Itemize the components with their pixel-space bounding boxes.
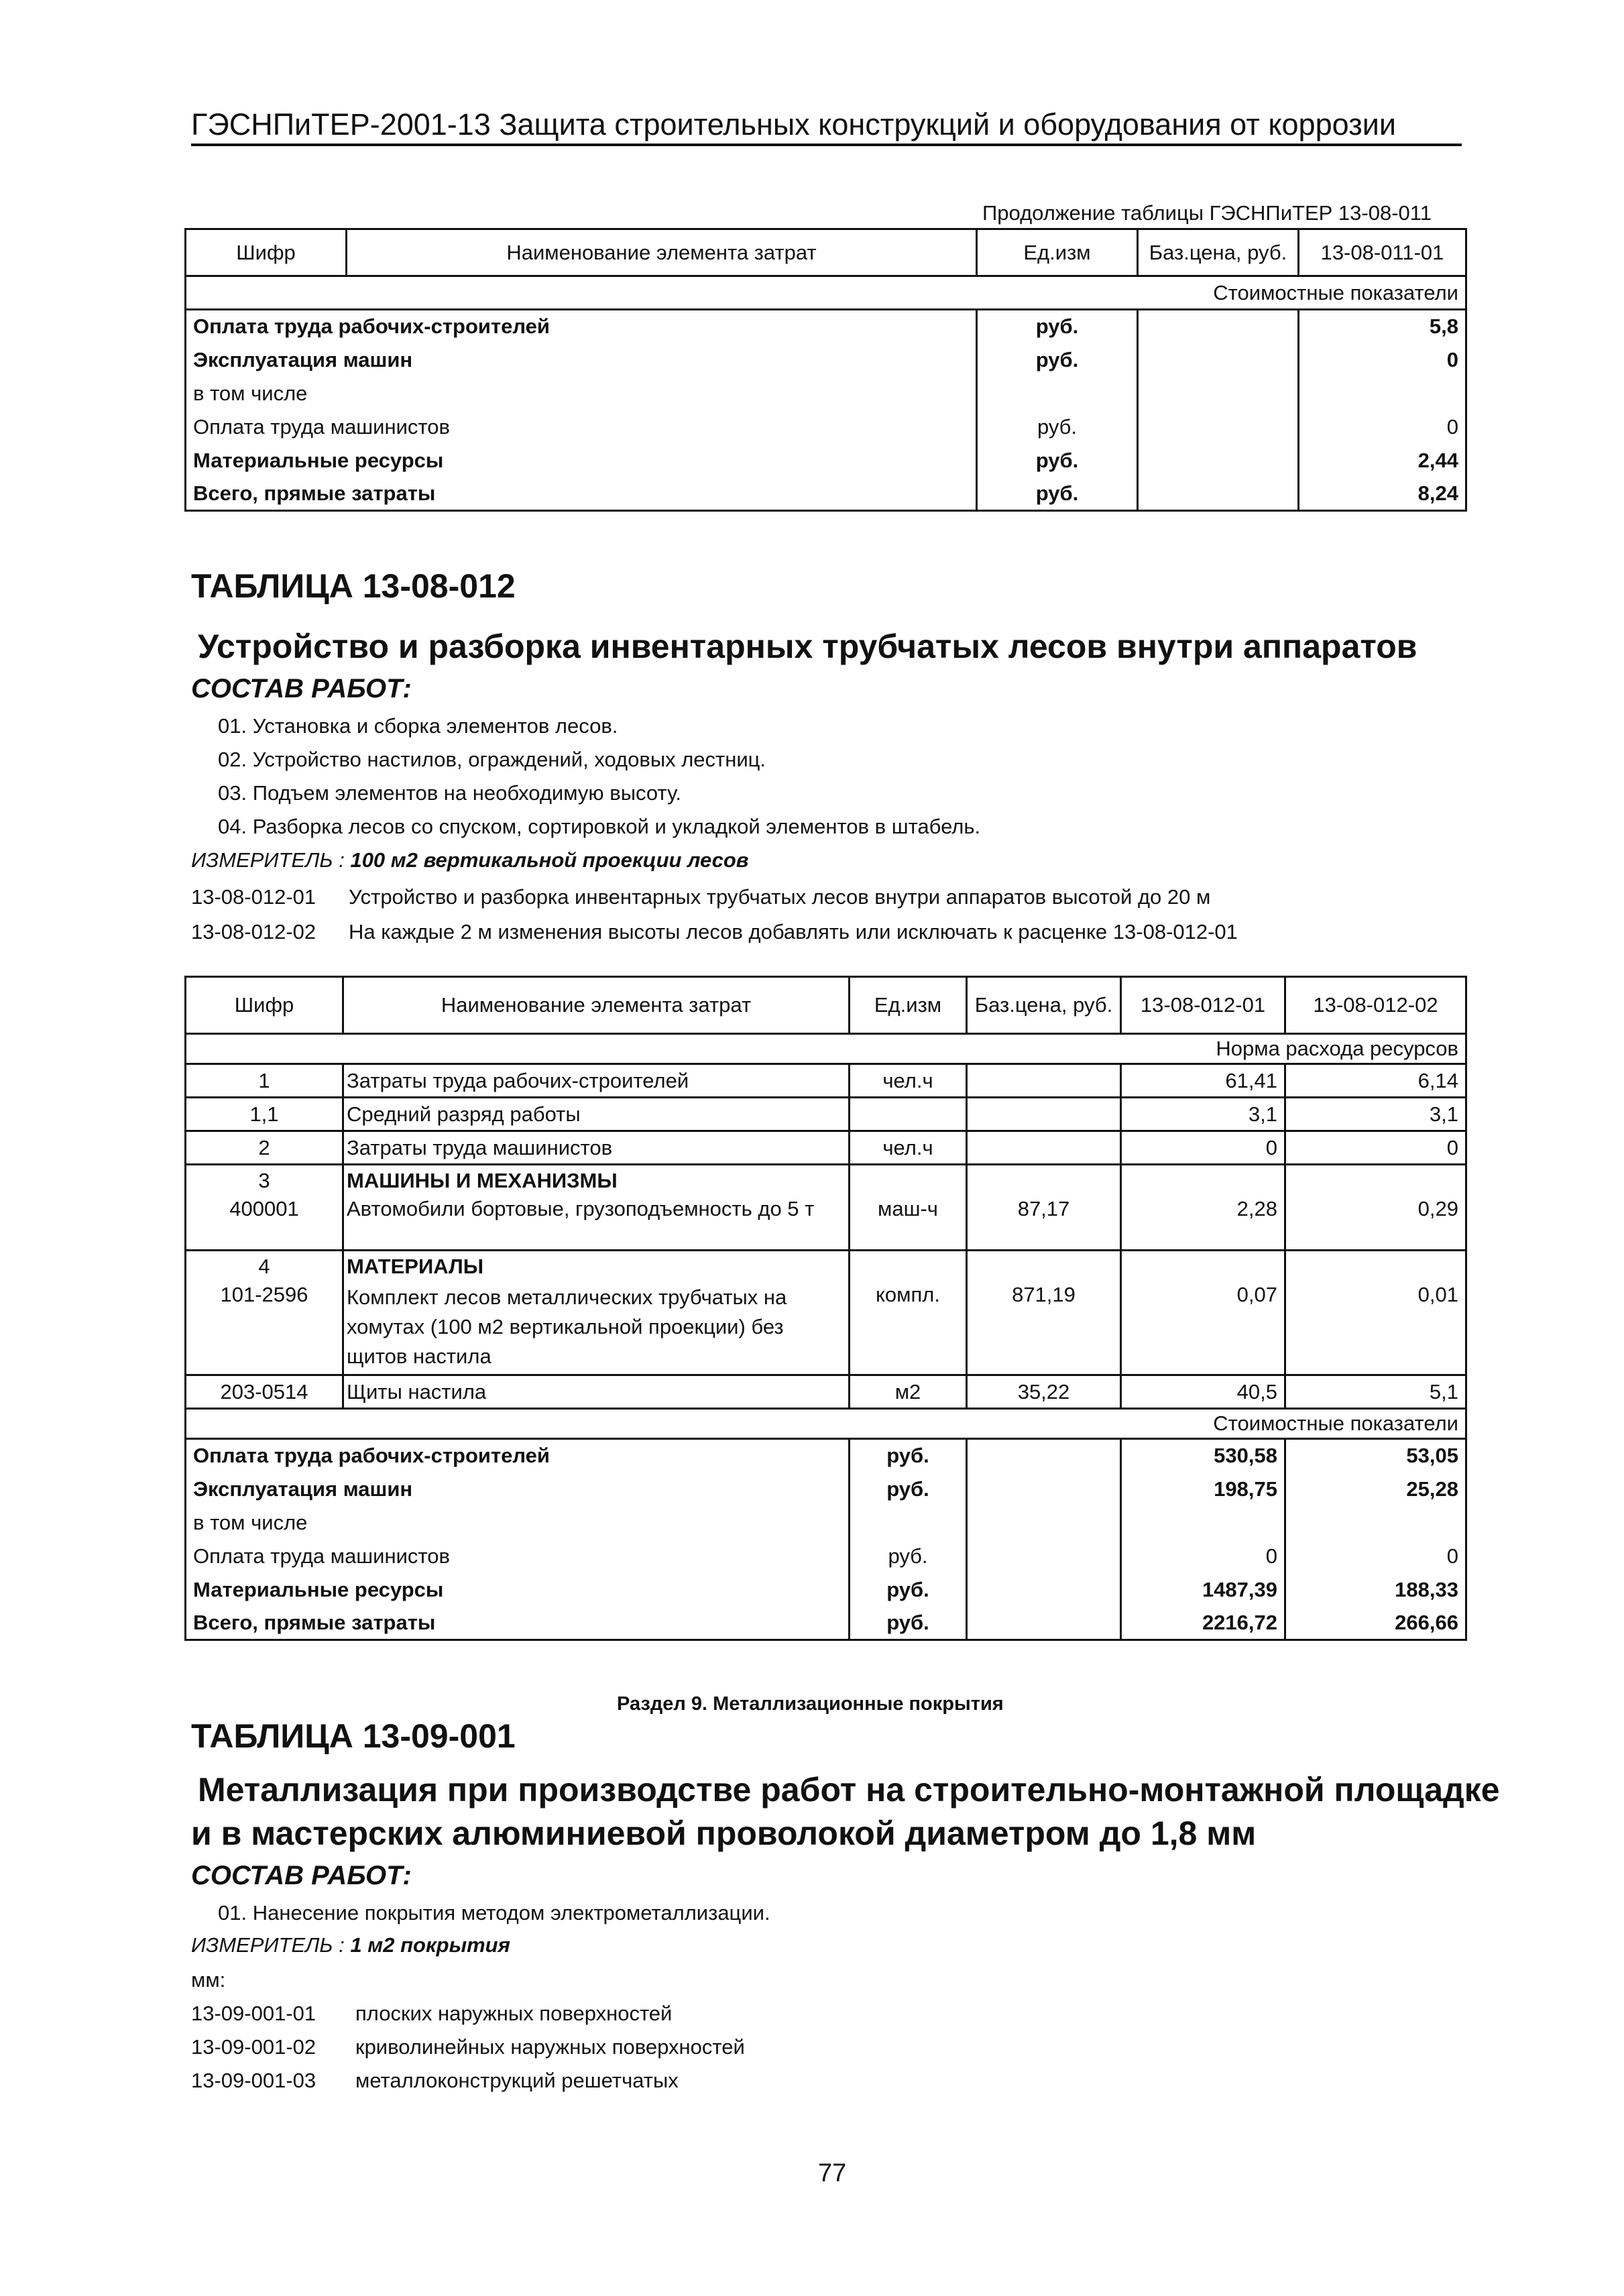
work-item: 02. Устройство настилов, ограждений, ходовых лестниц. xyxy=(218,748,766,771)
cost-unit: руб. xyxy=(850,1473,967,1506)
resource-price: 35,22 xyxy=(967,1375,1121,1409)
work-item: 01. Установка и сборка элементов лесов. xyxy=(218,714,618,738)
table-row xyxy=(186,377,1466,410)
resource-code: 203-0514 xyxy=(186,1375,343,1409)
cost-value-1: 1487,39 xyxy=(1121,1573,1285,1607)
rate-code: 13-09-001-01 xyxy=(191,2002,316,2025)
resource-value-1: 40,5 xyxy=(1121,1375,1285,1409)
col-header-name: Наименование элемента затрат xyxy=(347,229,977,276)
table-row xyxy=(186,1064,1466,1098)
col-header-price: Баз.цена, руб. xyxy=(1138,229,1299,276)
table-row xyxy=(186,1283,1466,1375)
table1-section-row xyxy=(186,276,1466,310)
cost-name: в том числе xyxy=(186,377,977,410)
resource-value-2: 0,01 xyxy=(1285,1283,1466,1375)
rate-description: криволинейных наружных поверхностей xyxy=(355,2035,745,2059)
resource-value-1: 0 xyxy=(1121,1131,1285,1165)
resource-name-line: хомутах (100 м2 вертикальной проекции) без xyxy=(347,1314,784,1338)
resource-code: 101-2596 xyxy=(186,1283,343,1375)
cost-unit: руб. xyxy=(850,1607,967,1640)
resource-unit xyxy=(850,1098,967,1131)
resource-name: Затраты труда машинистов xyxy=(343,1131,850,1165)
table2 xyxy=(184,976,1467,1641)
cost-name: Всего, прямые затраты xyxy=(186,477,977,511)
measure-value: 100 м2 вертикальной проекции лесов xyxy=(350,848,749,872)
sostav-heading: СОСТАВ РАБОТ: xyxy=(191,1861,412,1890)
resource-value-1: 0,07 xyxy=(1121,1283,1285,1375)
resource-code: 400001 xyxy=(186,1197,343,1251)
resource-value-2: 5,1 xyxy=(1285,1375,1466,1409)
resource-value-1: 61,41 xyxy=(1121,1064,1285,1098)
resource-price: 87,17 xyxy=(967,1197,1121,1251)
table-title: Металлизация при производстве работ на строительно-монтажной площадке xyxy=(198,1771,1500,1809)
work-item: 03. Подъем элементов на необходимую высоту. xyxy=(218,781,681,805)
cost-value: 5,8 xyxy=(1299,310,1466,343)
resource-price xyxy=(967,1098,1121,1131)
table1-header-row xyxy=(186,229,1466,276)
table-row xyxy=(186,1375,1466,1409)
resource-name: Средний разряд работы xyxy=(343,1098,850,1131)
work-item: 01. Нанесение покрытия методом электрометаллизации. xyxy=(218,1901,770,1925)
resource-price xyxy=(967,1064,1121,1098)
cost-unit: руб. xyxy=(977,310,1138,343)
resource-code: 1 xyxy=(186,1064,343,1098)
resource-code: 4 xyxy=(186,1251,343,1283)
resource-code: 1,1 xyxy=(186,1098,343,1131)
resource-price: 871,19 xyxy=(967,1283,1121,1375)
cost-unit: руб. xyxy=(977,410,1138,444)
col-header-unit: Ед.изм xyxy=(977,229,1138,276)
resource-value-2: 3,1 xyxy=(1285,1098,1466,1131)
resource-unit: маш-ч xyxy=(850,1197,967,1251)
cost-value: 8,24 xyxy=(1299,477,1466,511)
table-row xyxy=(186,1098,1466,1131)
table2-header-row xyxy=(186,977,1466,1034)
rate-description: Устройство и разборка инвентарных трубчатых лесов внутри аппаратов высотой до 20 м xyxy=(349,885,1211,909)
cost-name: Оплата труда машинистов xyxy=(186,410,977,444)
table1-caption: Продолжение таблицы ГЭСНПиТЕР 13-08-011 xyxy=(982,201,1432,225)
resource-name-line: щитов настила xyxy=(347,1344,491,1368)
running-header: ГЭСНПиТЕР-2001-13 Защита строительных конструкций и оборудования от коррозии xyxy=(191,107,1462,146)
table-title: Устройство и разборка инвентарных трубчатых лесов внутри аппаратов xyxy=(198,628,1417,665)
rate-code: 13-09-001-02 xyxy=(191,2035,316,2059)
dimension-label: мм: xyxy=(191,1968,226,1992)
resource-price xyxy=(967,1131,1121,1165)
resource-value-1: 3,1 xyxy=(1121,1098,1285,1131)
cost-name: Материальные ресурсы xyxy=(186,444,977,477)
measure-unit xyxy=(191,1933,510,1957)
cost-value-1: 0 xyxy=(1121,1540,1285,1573)
page-number: 77 xyxy=(818,2159,847,2187)
table-code: ТАБЛИЦА 13-08-012 xyxy=(191,567,516,605)
resource-unit: м2 xyxy=(850,1375,967,1409)
resource-value-1: 2,28 xyxy=(1121,1197,1285,1251)
table-row xyxy=(186,1506,1466,1540)
cost-section-label: Стоимостные показатели xyxy=(186,1409,1466,1439)
table2-norm-row xyxy=(186,1034,1466,1064)
col-header-name: Наименование элемента затрат xyxy=(343,977,850,1034)
table-row xyxy=(186,343,1466,377)
cost-name: Всего, прямые затраты xyxy=(186,1607,850,1640)
cost-value-2: 188,33 xyxy=(1285,1573,1466,1607)
cost-value: 0 xyxy=(1299,343,1466,377)
sostav-heading: СОСТАВ РАБОТ: xyxy=(191,674,412,703)
col-header-rate-2: 13-08-012-02 xyxy=(1285,977,1466,1034)
resource-name: Затраты труда рабочих-строителей xyxy=(343,1064,850,1098)
cost-value-1: 2216,72 xyxy=(1121,1607,1285,1640)
work-item: 04. Разборка лесов со спуском, сортировкой и укладкой элементов в штабель. xyxy=(218,815,981,838)
col-header-unit: Ед.изм xyxy=(850,977,967,1034)
cost-name: в том числе xyxy=(186,1506,850,1540)
resource-code: 2 xyxy=(186,1131,343,1165)
cost-value-2: 25,28 xyxy=(1285,1473,1466,1506)
section-heading: Раздел 9. Металлизационные покрытия xyxy=(617,1693,1004,1715)
resource-value-2: 0 xyxy=(1285,1131,1466,1165)
norm-label: Норма расхода ресурсов xyxy=(186,1034,1466,1064)
col-header-code: Шифр xyxy=(186,977,343,1034)
cost-unit: руб. xyxy=(850,1439,967,1473)
table-row xyxy=(186,410,1466,444)
resource-name: Автомобили бортовые, грузоподъемность до 5 т xyxy=(343,1197,850,1251)
cost-unit: руб. xyxy=(850,1573,967,1607)
cost-value-2: 0 xyxy=(1285,1540,1466,1573)
resource-name: Щиты настила xyxy=(343,1375,850,1409)
measure-label: ИЗМЕРИТЕЛЬ : xyxy=(191,848,345,872)
measure-unit xyxy=(191,848,748,872)
cost-value-2: 53,05 xyxy=(1285,1439,1466,1473)
col-header-code: Шифр xyxy=(186,229,347,276)
resource-unit: чел.ч xyxy=(850,1064,967,1098)
table-row xyxy=(186,1607,1466,1640)
cost-name: Эксплуатация машин xyxy=(186,343,977,377)
cost-name: Оплата труда машинистов xyxy=(186,1540,850,1573)
resource-unit: компл. xyxy=(850,1283,967,1375)
measure-value: 1 м2 покрытия xyxy=(350,1933,510,1957)
rate-description: металлоконструкций решетчатых xyxy=(355,2069,679,2092)
col-header-rate: 13-08-011-01 xyxy=(1299,229,1466,276)
rate-description: На каждые 2 м изменения высоты лесов добавлять или исключать к расценке 13-08-012-01 xyxy=(349,920,1238,943)
cost-value-1: 198,75 xyxy=(1121,1473,1285,1506)
cost-value: 2,44 xyxy=(1299,444,1466,477)
table2-cost-label-row xyxy=(186,1409,1466,1439)
table-row xyxy=(186,1197,1466,1251)
table-row xyxy=(186,1165,1466,1197)
resource-value-2: 6,14 xyxy=(1285,1064,1466,1098)
cost-name: Материальные ресурсы xyxy=(186,1573,850,1607)
cost-value-1: 530,58 xyxy=(1121,1439,1285,1473)
rate-code: 13-09-001-03 xyxy=(191,2069,316,2092)
cost-unit: руб. xyxy=(977,343,1138,377)
col-header-rate-1: 13-08-012-01 xyxy=(1121,977,1285,1034)
resource-group-name: МАТЕРИАЛЫ xyxy=(343,1251,850,1283)
resource-value-2: 0,29 xyxy=(1285,1197,1466,1251)
cost-value: 0 xyxy=(1299,410,1466,444)
table-row xyxy=(186,1131,1466,1165)
table-row xyxy=(186,1439,1466,1473)
table1 xyxy=(184,228,1467,512)
cost-name: Оплата труда рабочих-строителей xyxy=(186,1439,850,1473)
resource-name xyxy=(343,1283,850,1375)
table-row xyxy=(186,1251,1466,1283)
rate-code: 13-08-012-02 xyxy=(191,920,316,943)
cost-name: Эксплуатация машин xyxy=(186,1473,850,1506)
table-code: ТАБЛИЦА 13-09-001 xyxy=(191,1717,516,1755)
rate-description: плоских наружных поверхностей xyxy=(355,2002,673,2025)
table-row xyxy=(186,1540,1466,1573)
measure-label: ИЗМЕРИТЕЛЬ : xyxy=(191,1933,345,1957)
table-title: и в мастерских алюминиевой проволокой диаметром до 1,8 мм xyxy=(191,1815,1257,1852)
resource-unit: чел.ч xyxy=(850,1131,967,1165)
table-row xyxy=(186,1473,1466,1506)
cost-unit: руб. xyxy=(977,444,1138,477)
rate-code: 13-08-012-01 xyxy=(191,885,316,909)
table-row xyxy=(186,1573,1466,1607)
table-row xyxy=(186,444,1466,477)
cost-unit: руб. xyxy=(850,1540,967,1573)
cost-name: Оплата труда рабочих-строителей xyxy=(186,310,977,343)
table-row xyxy=(186,310,1466,343)
col-header-price: Баз.цена, руб. xyxy=(967,977,1121,1034)
table-row xyxy=(186,477,1466,511)
resource-group-name: МАШИНЫ И МЕХАНИЗМЫ xyxy=(343,1165,850,1197)
cost-value-2: 266,66 xyxy=(1285,1607,1466,1640)
section-label: Стоимостные показатели xyxy=(186,276,1466,310)
cost-unit: руб. xyxy=(977,477,1138,511)
resource-name-line: Комплект лесов металлических трубчатых на xyxy=(347,1285,787,1309)
resource-code: 3 xyxy=(186,1165,343,1197)
